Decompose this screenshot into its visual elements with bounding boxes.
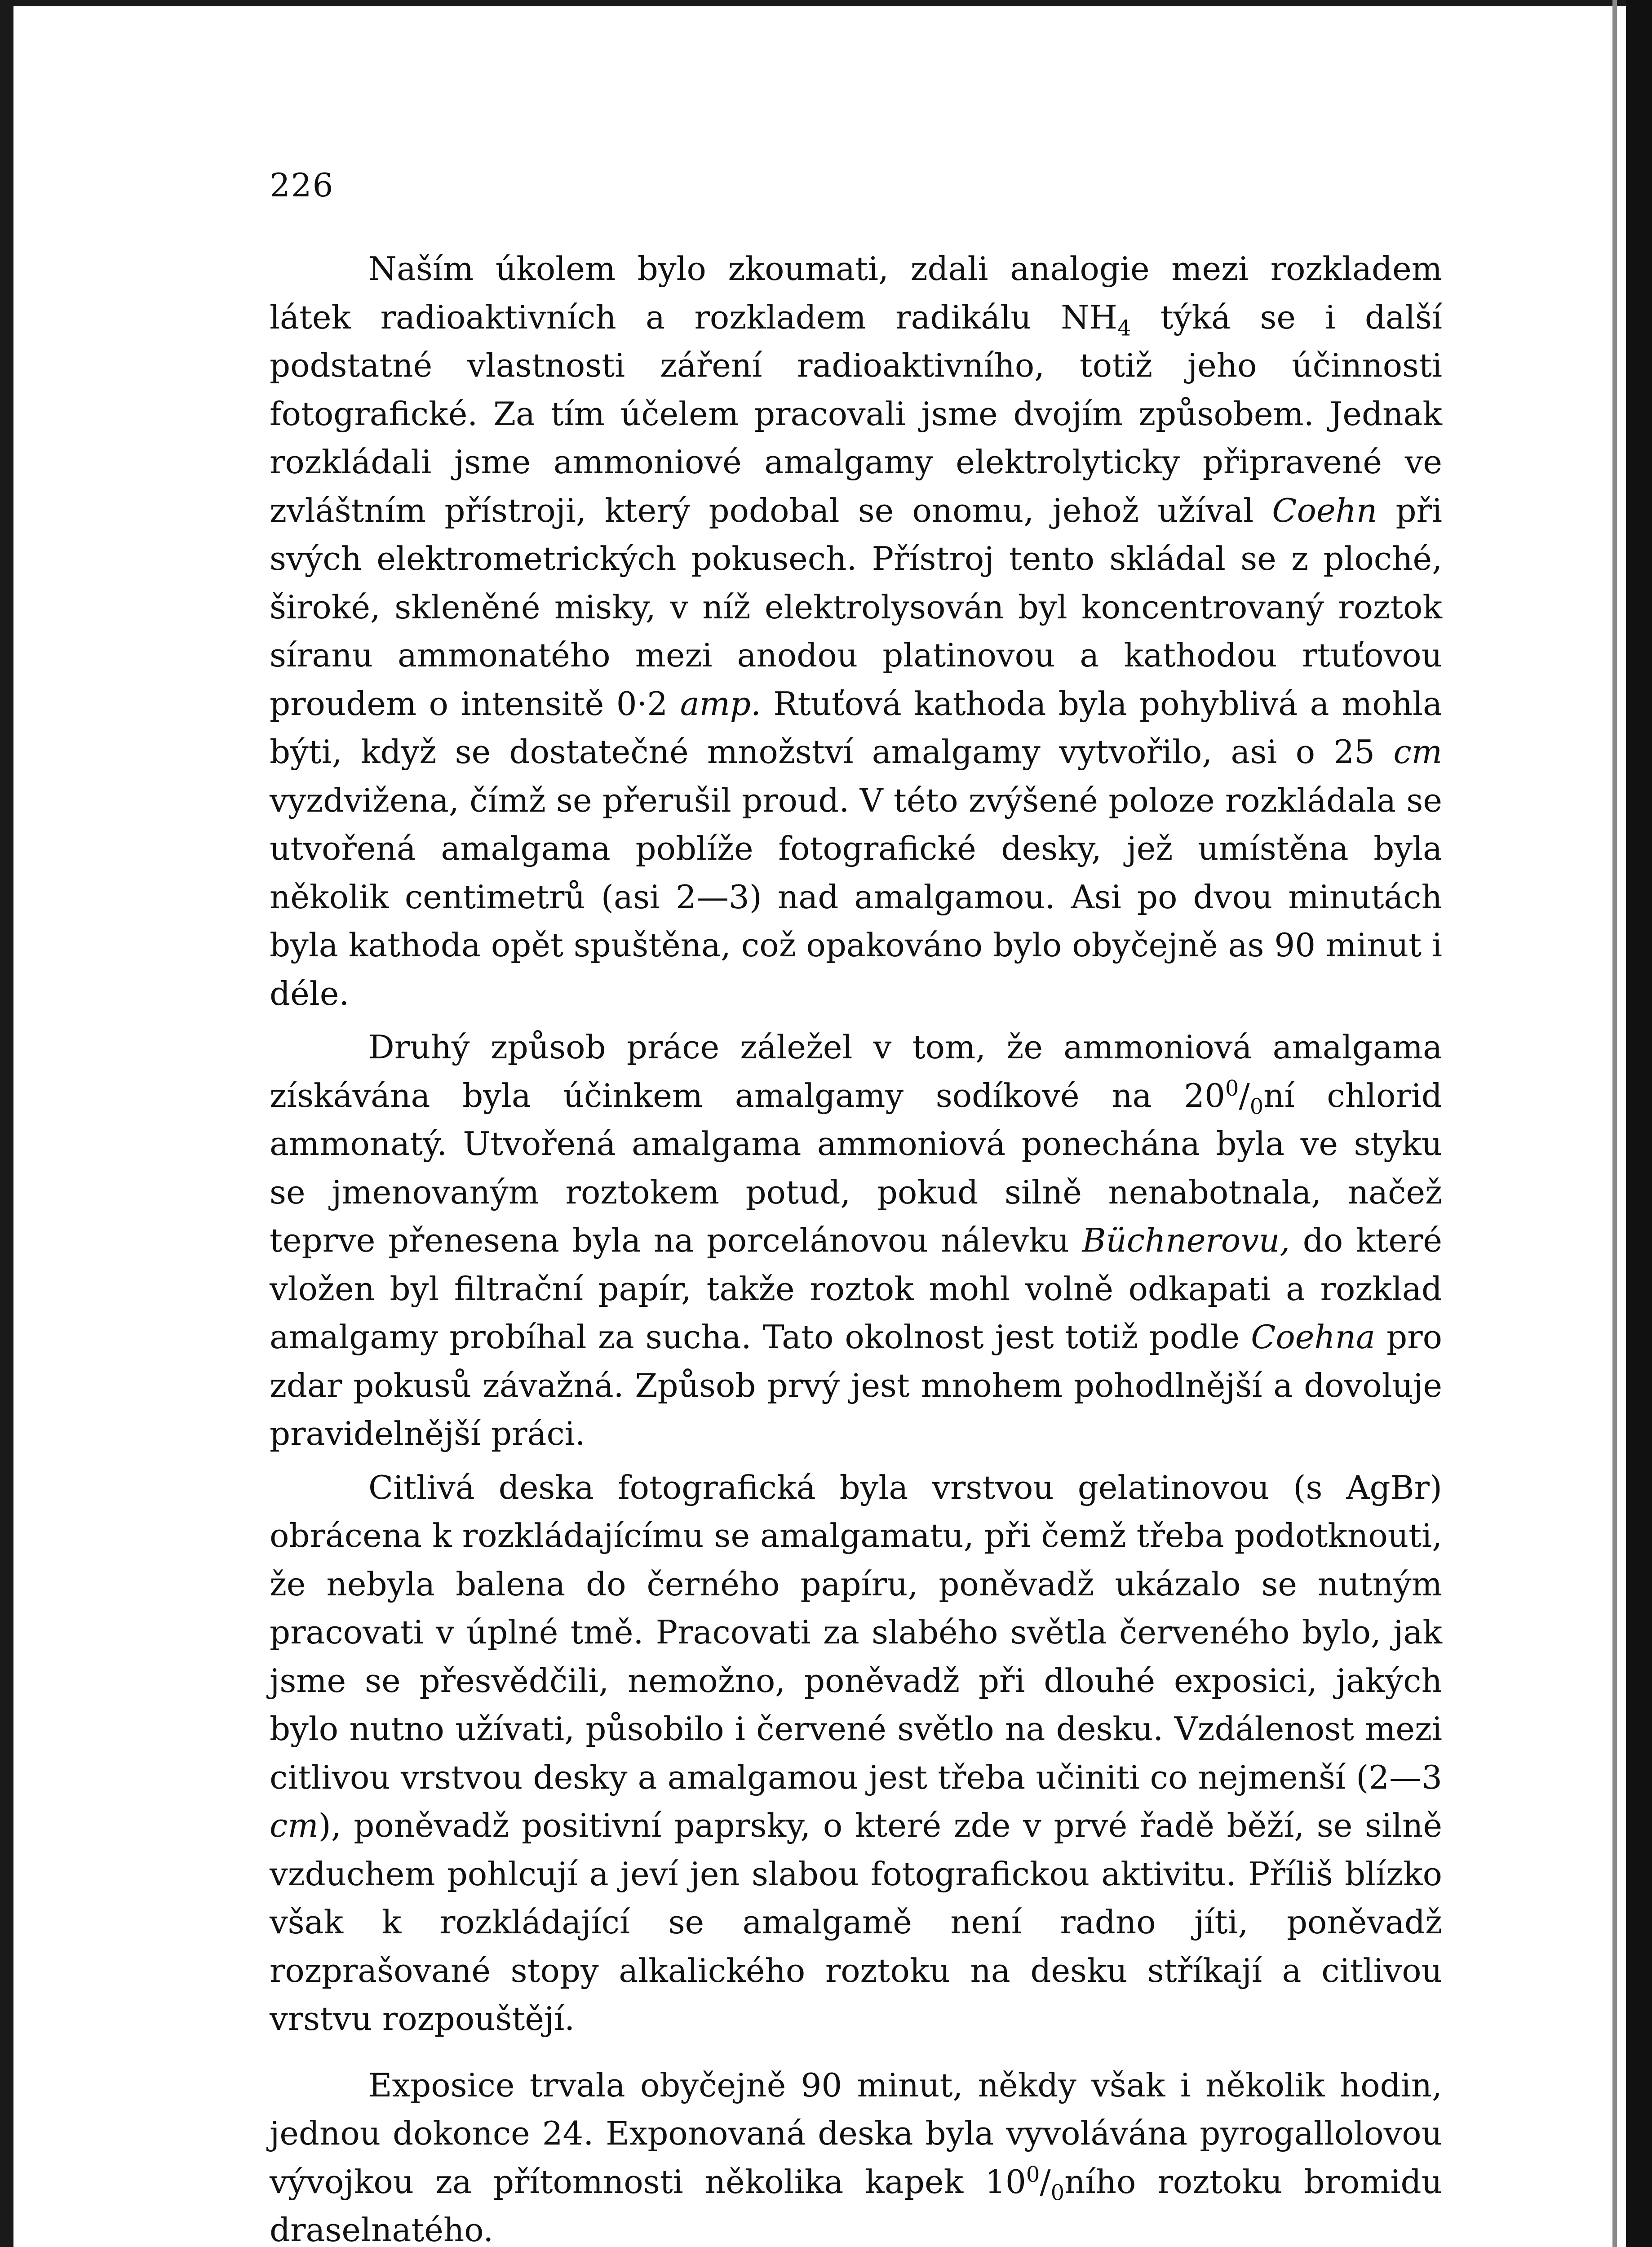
scan-border-right: [1626, 0, 1652, 2247]
unit-cm: cm: [1393, 733, 1442, 771]
page-number: 226: [270, 166, 334, 204]
unit-amp: amp.: [680, 684, 761, 723]
paragraph-1: Naším úkolem bylo zkoumati, zdali analogie mezi rozkladem látek radioaktivních a rozkladem radikálu $NH_4$ týká se i další podstatné vlastnosti záření radioaktivního, totiž jeho účinnosti fotografické. Za tím účelem pracovali jsme dvojím způsobem. Jednak rozkládali jsme ammoniové amalgamy elektrolyticky připravené ve zvláštním přístroji, který podobal se onomu, jehož užíval Coehn při svých elektrometrických pokusech. Přístroj tento skládal se z ploché, široké, skleněné misky, v níž elektrolysován byl koncentrovaný roztok síranu ammonatého mezi anodou platinovou a kathodou rtuťovou proudem o intensitě 0·2 amp. Rtuťová kathoda byla pohyblivá a mohla býti, když se dostatečné množství amalgamy vytvořilo, asi o 25 cm vyzdvižena, čímž se přerušil proud. V této zvýšené poloze rozkládala se utvořená amalgama poblíže fotografické desky, jež umístěna byla několik centimetrů (asi 2—3) nad amalgamou. Asi po dvou minutách byla kathoda opět spuštěna, což opakováno bylo obyčejně as 90 minut i déle.: [270, 250, 1443, 1012]
scan-border-left: [0, 0, 13, 2247]
buchner-funnel: Büchnerovu,: [1082, 1221, 1290, 1259]
body-text: [270, 245, 1442, 2247]
scan-border-right-shadow: [1612, 0, 1617, 2247]
paragraph-3: Citlivá deska fotografická byla vrstvou gelatinovou (s AgBr) obrácena k rozkládajícímu se amalgamatu, při čemž třeba podotknouti, že nebyla balena do černého papíru, poněvadž ukázalo se nutným pracovati v úplné tmě. Pracovati za slabého světla červeného bylo, jak jsme se přesvědčili, nemožno, poněvadž při dlouhé exposici, jakých bylo nutno užívati, působilo i červené světlo na desku. Vzdálenost mezi citlivou vrstvou desky a amalgamou jest třeba učiniti co nejmenší (2—3 cm), poněvadž positivní paprsky, o které zde v prvé řadě běží, se silně vzduchem pohlcují a jeví jen slabou fotografickou aktivitu. Příliš blízko však k rozkládající se amalgamě není radno jíti, poněvadž rozprašované stopy alkalického roztoku na desku stříkají a citlivou vrstvu rozpouštějí.: [270, 1468, 1442, 2038]
paragraph-2: Druhý způsob práce záležel v tom, že ammoniová amalgama získávána byla účinkem amalgamy sodíkové na $20^0/_0ní$ chlorid ammonatý. Utvořená amalgama ammoniová ponechána byla ve styku se jmenovaným roztokem potud, pokud silně nenabotnala, načež teprve přenesena byla na porcelánovou nálevku Büchnerovu, do které vložen byl filtrační papír, takže roztok mohl volně odkapati a rozklad amalgamy probíhal za sucha. Tato okolnost jest totiž podle Coehna pro zdar pokusů závažná. Způsob prvý jest mnohem pohodlnější a dovoluje pravidelnější práci.: [270, 1028, 1443, 1452]
author-coehna: Coehna: [1251, 1318, 1375, 1356]
scan-border-top: [0, 0, 1652, 6]
paragraph-4: Exposice trvala obyčejně 90 minut, někdy však i několik hodin, jednou dokonce 24. Exponovaná deska byla vyvolávána pyrogallolovou vývojkou za přítomnosti několika kapek $10^0/_0ního$ roztoku bromidu draselnatého.: [270, 2066, 1442, 2247]
unit-cm-2: cm: [270, 1807, 319, 1844]
author-coehn: Coehn: [1272, 491, 1377, 529]
